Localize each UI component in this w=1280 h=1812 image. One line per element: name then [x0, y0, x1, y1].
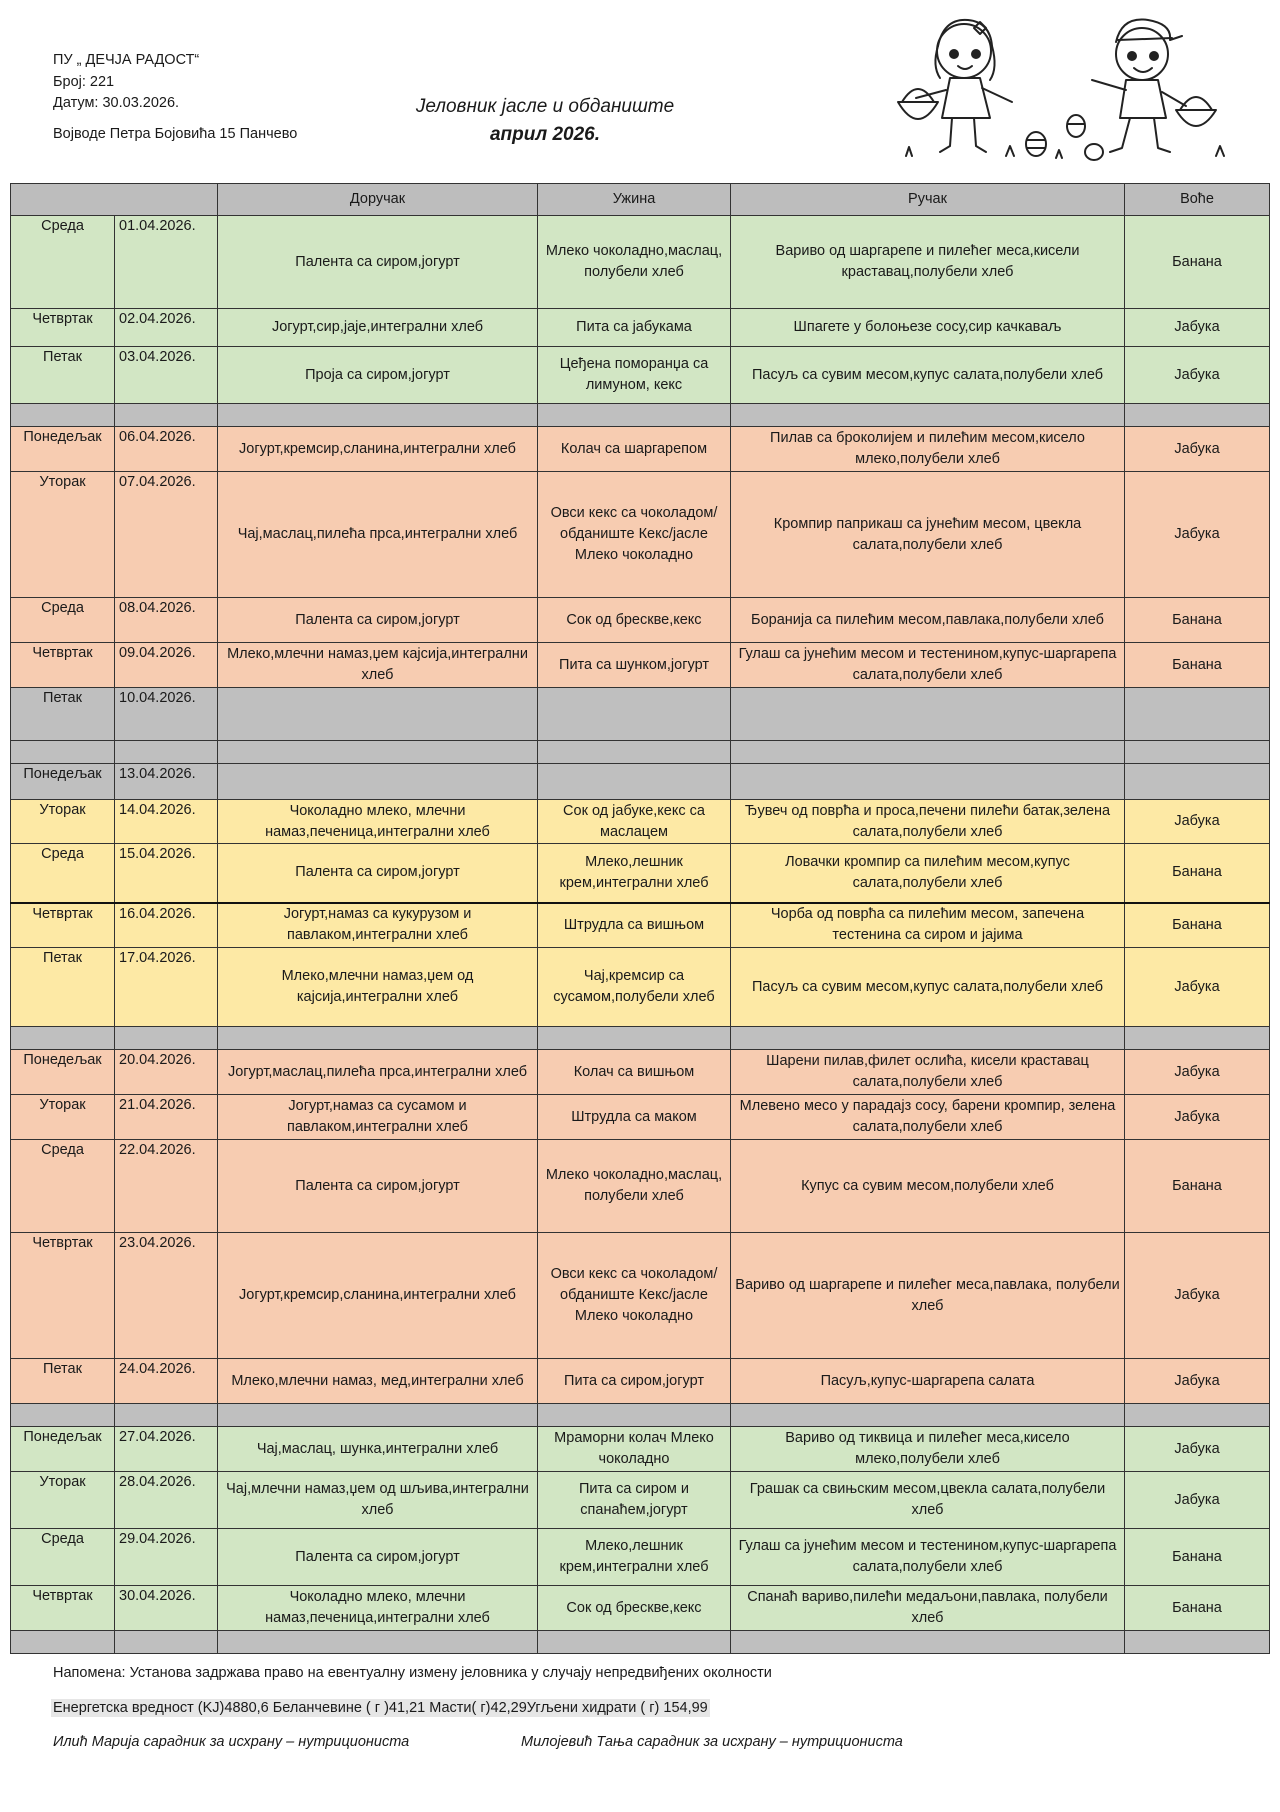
day-name: Понедељак: [11, 1427, 115, 1472]
separator-cell: [218, 1631, 538, 1654]
menu-day-row: [11, 643, 1270, 688]
snack-cell: [538, 688, 731, 741]
snack-cell: Овси кекс са чоколадом/обданиште Кекс/јасле Млеко чоколадно: [538, 472, 731, 598]
fruit-cell: [1125, 688, 1270, 741]
breakfast-cell: Чоколадно млеко, млечни намаз,печеница,интегрални хлеб: [218, 800, 538, 844]
menu-day-row: [11, 948, 1270, 1027]
day-name: Петак: [11, 948, 115, 1027]
fruit-cell: Банана: [1125, 1529, 1270, 1586]
day-name: Уторак: [11, 800, 115, 844]
separator-cell: [538, 1631, 731, 1654]
day-name: Четвртак: [11, 643, 115, 688]
separator-cell: [218, 404, 538, 427]
menu-day-row: [11, 309, 1270, 347]
menu-table: [10, 183, 1270, 1654]
fruit-cell: Јабука: [1125, 1472, 1270, 1529]
doc-date: Датум: 30.03.2026.: [53, 95, 180, 111]
page-title: [380, 93, 710, 149]
separator-cell: [11, 741, 115, 764]
date-cell: 07.04.2026.: [115, 472, 218, 598]
day-name: Среда: [11, 598, 115, 643]
lunch-cell: Вариво од тиквица и пилећег меса,кисело млеко,полубели хлеб: [731, 1427, 1125, 1472]
lunch-cell: Ђувеч од поврћа и проса,печени пилећи батак,зелена салата,полубели хлеб: [731, 800, 1125, 844]
date-cell: 27.04.2026.: [115, 1427, 218, 1472]
snack-cell: Пита са сиром,јогурт: [538, 1359, 731, 1404]
separator-cell: [538, 741, 731, 764]
snack-cell: Колач са шаргарепом: [538, 427, 731, 472]
breakfast-cell: Чај,маслац,пилећа прса,интегрални хлеб: [218, 472, 538, 598]
lunch-cell: Грашак са свињским месом,цвекла салата,полубели хлеб: [731, 1472, 1125, 1529]
lunch-cell: Вариво од шаргарепе и пилећег меса,павлака, полубели хлеб: [731, 1233, 1125, 1359]
menu-day-row: [11, 688, 1270, 741]
day-name: Уторак: [11, 1472, 115, 1529]
day-name: Четвртак: [11, 903, 115, 948]
date-cell: 03.04.2026.: [115, 347, 218, 404]
separator-cell: [218, 741, 538, 764]
breakfast-cell: Палента са сиром,јогурт: [218, 216, 538, 309]
fruit-cell: Банана: [1125, 844, 1270, 903]
separator-cell: [11, 1404, 115, 1427]
separator-cell: [538, 1404, 731, 1427]
day-name: Петак: [11, 347, 115, 404]
day-name: Понедељак: [11, 764, 115, 800]
date-cell: 21.04.2026.: [115, 1095, 218, 1140]
fruit-cell: Банана: [1125, 1140, 1270, 1233]
menu-day-row: [11, 1472, 1270, 1529]
lunch-cell: Пилав са броколијем и пилећим месом,кисело млеко,полубели хлеб: [731, 427, 1125, 472]
lunch-cell: Пасуљ,купус-шаргарепа салата: [731, 1359, 1125, 1404]
header-day-date: [11, 184, 218, 216]
snack-cell: Мраморни колач Млеко чоколадно: [538, 1427, 731, 1472]
breakfast-cell: Јогурт,маслац,пилећа прса,интегрални хлеб: [218, 1050, 538, 1095]
lunch-cell: Пасуљ са сувим месом,купус салата,полубели хлеб: [731, 948, 1125, 1027]
menu-day-row: [11, 347, 1270, 404]
lunch-cell: Шарени пилав,филет ослића, кисели краставац салата,полубели хлеб: [731, 1050, 1125, 1095]
snack-cell: Пита са шунком,јогурт: [538, 643, 731, 688]
fruit-cell: Јабука: [1125, 800, 1270, 844]
day-name: Петак: [11, 1359, 115, 1404]
separator-cell: [731, 404, 1125, 427]
menu-day-row: [11, 1529, 1270, 1586]
lunch-cell: Ловачки кромпир са пилећим месом,купус салата,полубели хлеб: [731, 844, 1125, 903]
snack-cell: Пита са јабукама: [538, 309, 731, 347]
menu-day-row: [11, 844, 1270, 903]
date-cell: 16.04.2026.: [115, 903, 218, 948]
breakfast-cell: [218, 764, 538, 800]
breakfast-cell: Јогурт,кремсир,сланина,интегрални хлеб: [218, 1233, 538, 1359]
menu-day-row: [11, 216, 1270, 309]
breakfast-cell: Чоколадно млеко, млечни намаз,печеница,интегрални хлеб: [218, 1586, 538, 1631]
separator-cell: [731, 1027, 1125, 1050]
snack-cell: Млеко чоколадно,маслац, полубели хлеб: [538, 1140, 731, 1233]
fruit-cell: Банана: [1125, 903, 1270, 948]
date-cell: 20.04.2026.: [115, 1050, 218, 1095]
fruit-cell: Банана: [1125, 643, 1270, 688]
breakfast-cell: Јогурт,намаз са сусамом и павлаком,интегрални хлеб: [218, 1095, 538, 1140]
breakfast-cell: Палента са сиром,јогурт: [218, 1529, 538, 1586]
menu-day-row: [11, 1233, 1270, 1359]
snack-cell: Цеђена поморанџа са лимуном, кекс: [538, 347, 731, 404]
header-row: [11, 184, 1270, 216]
separator-cell: [11, 404, 115, 427]
day-name: Среда: [11, 1529, 115, 1586]
menu-body: [11, 216, 1270, 1654]
title-line-1: Јеловник јасле и обданиште: [415, 96, 675, 117]
menu-day-row: [11, 472, 1270, 598]
date-cell: 24.04.2026.: [115, 1359, 218, 1404]
lunch-cell: Купус са сувим месом,полубели хлеб: [731, 1140, 1125, 1233]
date-cell: 13.04.2026.: [115, 764, 218, 800]
header-lunch: Ручак: [731, 184, 1125, 216]
lunch-cell: [731, 764, 1125, 800]
separator-cell: [1125, 1027, 1270, 1050]
fruit-cell: Јабука: [1125, 1095, 1270, 1140]
menu-day-row: [11, 427, 1270, 472]
fruit-cell: Јабука: [1125, 1427, 1270, 1472]
day-name: Понедељак: [11, 427, 115, 472]
date-cell: 06.04.2026.: [115, 427, 218, 472]
breakfast-cell: Млеко,млечни намаз, мед,интегрални хлеб: [218, 1359, 538, 1404]
fruit-cell: Банана: [1125, 216, 1270, 309]
menu-day-row: [11, 1359, 1270, 1404]
menu-day-row: [11, 1140, 1270, 1233]
title-line-2: април 2026.: [489, 124, 601, 145]
header-fruit: Воће: [1125, 184, 1270, 216]
menu-day-row: [11, 800, 1270, 844]
date-cell: 14.04.2026.: [115, 800, 218, 844]
date-cell: 29.04.2026.: [115, 1529, 218, 1586]
fruit-cell: Банана: [1125, 598, 1270, 643]
fruit-cell: Јабука: [1125, 948, 1270, 1027]
lunch-cell: [731, 688, 1125, 741]
breakfast-cell: Млеко,млечни намаз,џем кајсија,интегрални хлеб: [218, 643, 538, 688]
children-easter-egg-hunt-illustration: [886, 6, 1246, 161]
breakfast-cell: Јогурт,кремсир,сланина,интегрални хлеб: [218, 427, 538, 472]
fruit-cell: Јабука: [1125, 472, 1270, 598]
separator-cell: [218, 1027, 538, 1050]
fruit-cell: Јабука: [1125, 347, 1270, 404]
header-info: [53, 50, 297, 145]
separator-cell: [218, 1404, 538, 1427]
lunch-cell: Боранија са пилећим месом,павлака,полубели хлеб: [731, 598, 1125, 643]
day-name: Уторак: [11, 472, 115, 598]
separator-cell: [11, 1631, 115, 1654]
date-cell: 17.04.2026.: [115, 948, 218, 1027]
date-cell: 10.04.2026.: [115, 688, 218, 741]
menu-day-row: [11, 1095, 1270, 1140]
doc-number: Број: 221: [53, 73, 115, 90]
separator-cell: [538, 404, 731, 427]
breakfast-cell: Чај,маслац, шунка,интегрални хлеб: [218, 1427, 538, 1472]
fruit-cell: [1125, 764, 1270, 800]
breakfast-cell: Палента са сиром,јогурт: [218, 1140, 538, 1233]
date-cell: 08.04.2026.: [115, 598, 218, 643]
separator-cell: [731, 741, 1125, 764]
lunch-cell: Спанаћ вариво,пилећи медаљони,павлака, полубели хлеб: [731, 1586, 1125, 1631]
breakfast-cell: Палента са сиром,јогурт: [218, 844, 538, 903]
header-breakfast: Доручак: [218, 184, 538, 216]
separator-cell: [115, 1631, 218, 1654]
menu-day-row: [11, 903, 1270, 948]
snack-cell: Сок од брескве,кекс: [538, 1586, 731, 1631]
org-name: ПУ „ ДЕЧЈА РАДОСТ“: [53, 52, 200, 68]
lunch-cell: Пасуљ са сувим месом,купус салата,полубели хлеб: [731, 347, 1125, 404]
day-name: Четвртак: [11, 309, 115, 347]
snack-cell: Штрудла са маком: [538, 1095, 731, 1140]
date-cell: 22.04.2026.: [115, 1140, 218, 1233]
snack-cell: Сок од јабуке,кекс са маслацем: [538, 800, 731, 844]
day-name: Четвртак: [11, 1586, 115, 1631]
snack-cell: Пита са сиром и спанаћем,јогурт: [538, 1472, 731, 1529]
snack-cell: Млеко,лешник крем,интегрални хлеб: [538, 844, 731, 903]
breakfast-cell: Чај,млечни намаз,џем од шљива,интегрални хлеб: [218, 1472, 538, 1529]
breakfast-cell: [218, 688, 538, 741]
menu-day-row: [11, 764, 1270, 800]
breakfast-cell: Проја са сиром,јогурт: [218, 347, 538, 404]
breakfast-cell: Јогурт,намаз са кукурузом и павлаком,интегрални хлеб: [218, 903, 538, 948]
week-separator-row: [11, 1027, 1270, 1050]
breakfast-cell: Палента са сиром,јогурт: [218, 598, 538, 643]
day-name: Среда: [11, 844, 115, 903]
week-separator-row: [11, 741, 1270, 764]
separator-cell: [115, 1027, 218, 1050]
separator-cell: [11, 1027, 115, 1050]
week-separator-row: [11, 404, 1270, 427]
week-separator-row: [11, 1404, 1270, 1427]
separator-cell: [115, 741, 218, 764]
day-name: Среда: [11, 216, 115, 309]
separator-cell: [538, 1027, 731, 1050]
menu-day-row: [11, 1427, 1270, 1472]
lunch-cell: Кромпир паприкаш са јунећим месом, цвекла салата,полубели хлеб: [731, 472, 1125, 598]
menu-day-row: [11, 598, 1270, 643]
fruit-cell: Јабука: [1125, 427, 1270, 472]
day-name: Уторак: [11, 1095, 115, 1140]
header-snack: Ужина: [538, 184, 731, 216]
day-name: Понедељак: [11, 1050, 115, 1095]
snack-cell: [538, 764, 731, 800]
day-name: Среда: [11, 1140, 115, 1233]
signature-nutritionist-1: Илић Марија сарадник за исхрану – нутрициониста: [53, 1734, 410, 1750]
day-name: Петак: [11, 688, 115, 741]
date-cell: 28.04.2026.: [115, 1472, 218, 1529]
separator-cell: [731, 1631, 1125, 1654]
breakfast-cell: Млеко,млечни намаз,џем од кајсија,интегрални хлеб: [218, 948, 538, 1027]
lunch-cell: Шпагете у болоњезе сосу,сир качкаваљ: [731, 309, 1125, 347]
date-cell: 01.04.2026.: [115, 216, 218, 309]
date-cell: 15.04.2026.: [115, 844, 218, 903]
week-separator-row: [11, 1631, 1270, 1654]
breakfast-cell: Јогурт,сир,јаје,интегрални хлеб: [218, 309, 538, 347]
date-cell: 02.04.2026.: [115, 309, 218, 347]
separator-cell: [1125, 404, 1270, 427]
snack-cell: Колач са вишњом: [538, 1050, 731, 1095]
footer-note: Напомена: Установа задржава право на евентуалну измену јеловника у случају непредвиђених околности: [53, 1665, 772, 1681]
snack-cell: Овси кекс са чоколадом/обданиште Кекс/јасле Млеко чоколадно: [538, 1233, 731, 1359]
separator-cell: [115, 404, 218, 427]
lunch-cell: Гулаш са јунећим месом и тестенином,купус-шаргарепа салата,полубели хлеб: [731, 1529, 1125, 1586]
signature-nutritionist-2: Милојевић Тања сарадник за исхрану – нутрициониста: [521, 1734, 903, 1750]
snack-cell: Млеко чоколадно,маслац, полубели хлеб: [538, 216, 731, 309]
fruit-cell: Јабука: [1125, 1359, 1270, 1404]
fruit-cell: Јабука: [1125, 1233, 1270, 1359]
date-cell: 09.04.2026.: [115, 643, 218, 688]
fruit-cell: Јабука: [1125, 1050, 1270, 1095]
lunch-cell: Млевено месо у парадајз сосу, барени кромпир, зелена салата,полубели хлеб: [731, 1095, 1125, 1140]
fruit-cell: Јабука: [1125, 309, 1270, 347]
lunch-cell: Гулаш са јунећим месом и тестенином,купус-шаргарепа салата,полубели хлеб: [731, 643, 1125, 688]
day-name: Четвртак: [11, 1233, 115, 1359]
menu-day-row: [11, 1586, 1270, 1631]
separator-cell: [1125, 1404, 1270, 1427]
separator-cell: [731, 1404, 1125, 1427]
separator-cell: [1125, 741, 1270, 764]
energy-values: Енергетска вредност (KJ)4880,6 Беланчевине ( г )41,21 Масти( г)42,29Угљени хидрати ( г) 154,99: [53, 1700, 708, 1716]
date-cell: 23.04.2026.: [115, 1233, 218, 1359]
snack-cell: Чај,кремсир са сусамом,полубели хлеб: [538, 948, 731, 1027]
lunch-cell: Чорба од поврћа са пилећим месом, запечена тестенина са сиром и јајима: [731, 903, 1125, 948]
separator-cell: [115, 1404, 218, 1427]
lunch-cell: Вариво од шаргарепе и пилећег меса,кисели краставац,полубели хлеб: [731, 216, 1125, 309]
snack-cell: Сок од брескве,кекс: [538, 598, 731, 643]
date-cell: 30.04.2026.: [115, 1586, 218, 1631]
separator-cell: [1125, 1631, 1270, 1654]
org-address: Војводе Петра Бојовића 15 Панчево: [53, 125, 298, 142]
menu-day-row: [11, 1050, 1270, 1095]
fruit-cell: Банана: [1125, 1586, 1270, 1631]
snack-cell: Штрудла са вишњом: [538, 903, 731, 948]
snack-cell: Млеко,лешник крем,интегрални хлеб: [538, 1529, 731, 1586]
